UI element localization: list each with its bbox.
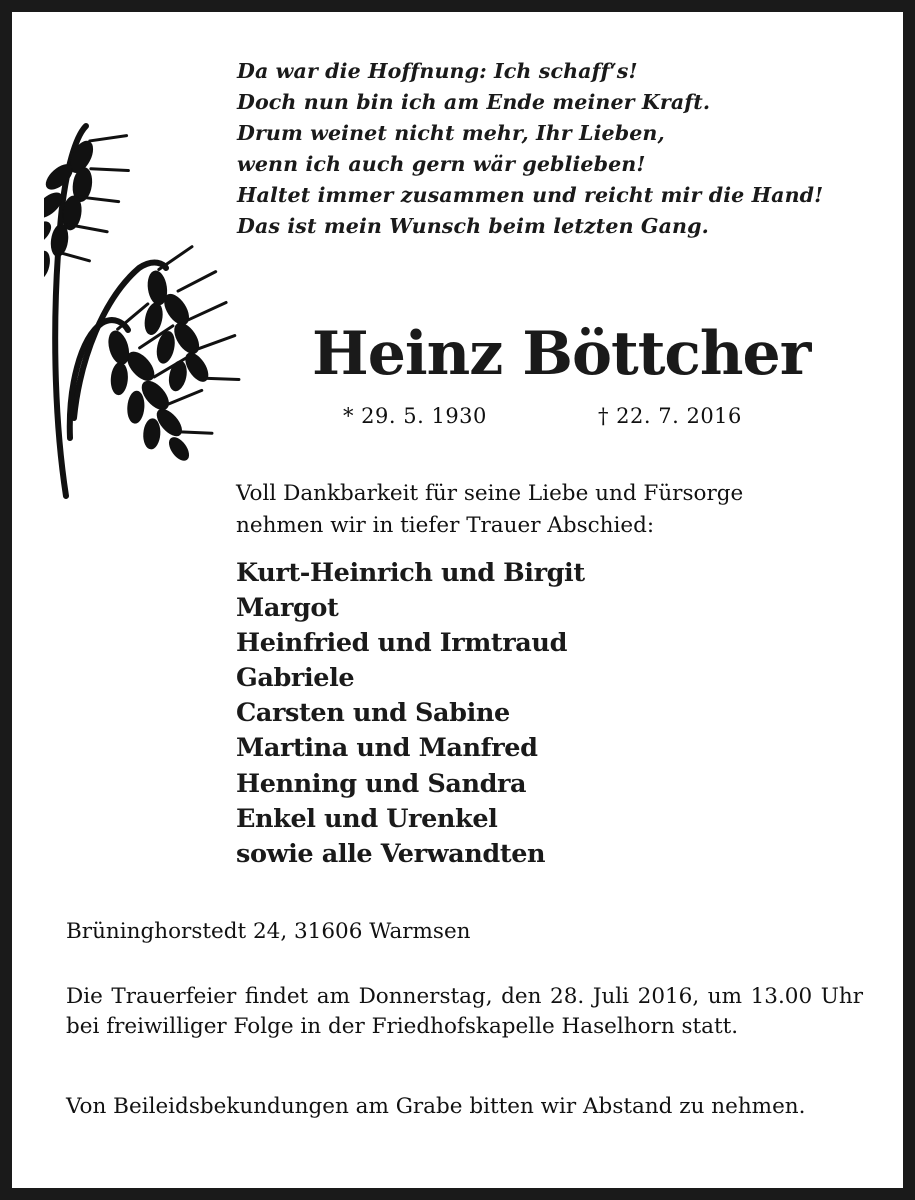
funeral-notice: Die Trauerfeier findet am Donnerstag, den 28. Juli 2016, um 13.00 Uhr bei freiwilliger Folge in der Friedhofskapelle Haselhorn statt. — [66, 984, 863, 1039]
mourner-entry: Kurt-Heinrich und Birgit — [236, 558, 585, 588]
mourner-entry: Gabriele — [236, 663, 355, 694]
deceased-name: Heinz Böttcher — [312, 319, 811, 389]
thanks-line: Voll Dankbarkeit für seine Liebe und Fürsorge — [236, 481, 744, 506]
condolence-note: Von Beileidsbekundungen am Grabe bitten wir Abstand zu nehmen. — [66, 1094, 806, 1119]
thanks-text — [236, 478, 876, 542]
poem-line: Drum weinet nicht mehr, Ihr Lieben, — [237, 121, 665, 145]
death-date: † 22. 7. 2016 — [598, 404, 742, 428]
memorial-poem — [237, 56, 877, 242]
mourners-list — [236, 556, 876, 872]
mourner-entry: Margot — [236, 593, 339, 624]
mourner-entry: Martina und Manfred — [236, 733, 538, 764]
poem-line: Das ist mein Wunsch beim letzten Gang. — [237, 214, 709, 238]
family-address: Brüninghorstedt 24, 31606 Warmsen — [66, 919, 471, 944]
mourner-entry: Heinfried und Irmtraud — [236, 628, 568, 659]
birth-date: * 29. 5. 1930 — [343, 404, 487, 428]
thanks-line: nehmen wir in tiefer Trauer Abschied: — [236, 513, 655, 538]
poem-line: Doch nun bin ich am Ende meiner Kraft. — [237, 90, 711, 114]
mourner-entry: sowie alle Verwandten — [236, 838, 546, 869]
poem-line: Da war die Hoffnung: Ich schaff‘s! — [237, 59, 638, 83]
poem-line: wenn ich auch gern wär geblieben! — [237, 152, 646, 176]
mourner-entry: Carsten und Sabine — [236, 698, 510, 729]
mourner-entry: Henning und Sandra — [236, 768, 527, 799]
poem-line: Haltet immer zusammen und reicht mir die Hand! — [237, 183, 824, 207]
mourner-entry: Enkel und Urenkel — [236, 803, 498, 834]
wheat-ears-icon — [44, 118, 244, 503]
